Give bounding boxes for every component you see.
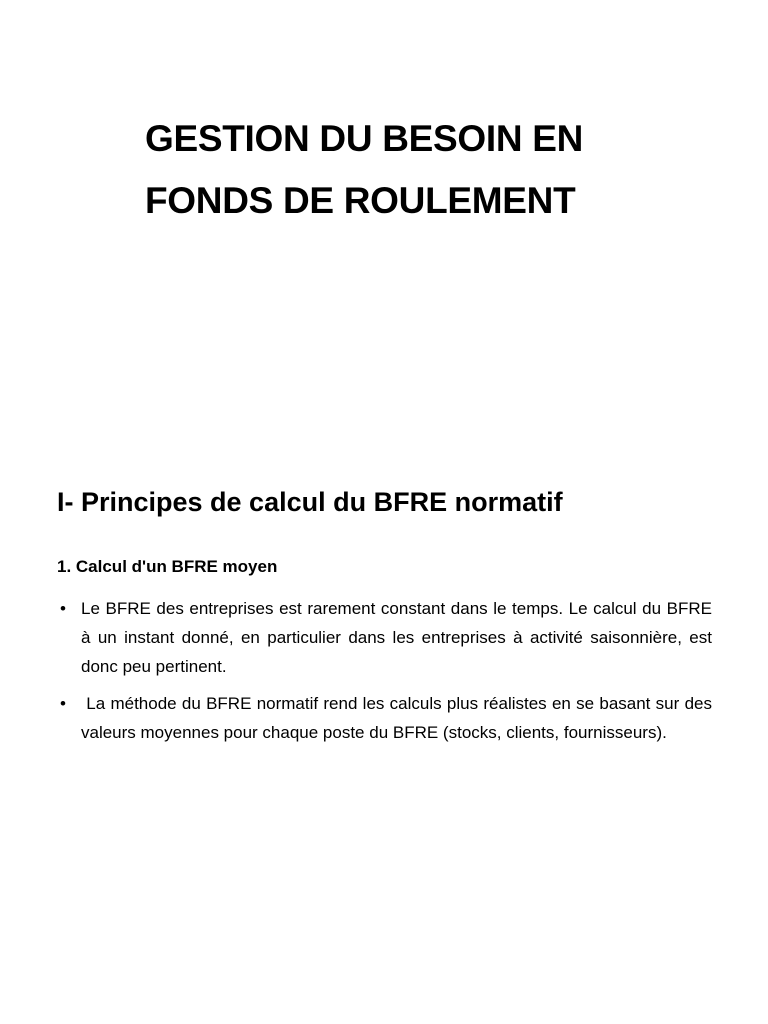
subsection-heading: 1. Calcul d'un BFRE moyen: [57, 557, 278, 576]
bullet-text: Le BFRE des entreprises est rarement constant dans le temps. Le calcul du BFRE à un instant donné, en particulier dans les entreprises à activité saisonnière, est donc peu pertinent.: [81, 599, 712, 676]
section-heading: I- Principes de calcul du BFRE normatif: [57, 487, 563, 517]
bullet-list: [57, 594, 717, 755]
document-title-line-2: FONDS DE ROULEMENT: [145, 180, 576, 221]
bullet-icon: •: [60, 694, 66, 713]
bullet-item: [57, 594, 712, 681]
document-title: [145, 108, 583, 232]
bullet-icon: •: [60, 599, 66, 618]
bullet-item: [57, 689, 717, 747]
bullet-text: La méthode du BFRE normatif rend les calculs plus réalistes en se basant sur des valeurs moyennes pour chaque poste du BFRE (stocks, clients, fournisseurs).: [81, 694, 717, 742]
document-title-line-1: GESTION DU BESOIN EN: [145, 118, 584, 159]
